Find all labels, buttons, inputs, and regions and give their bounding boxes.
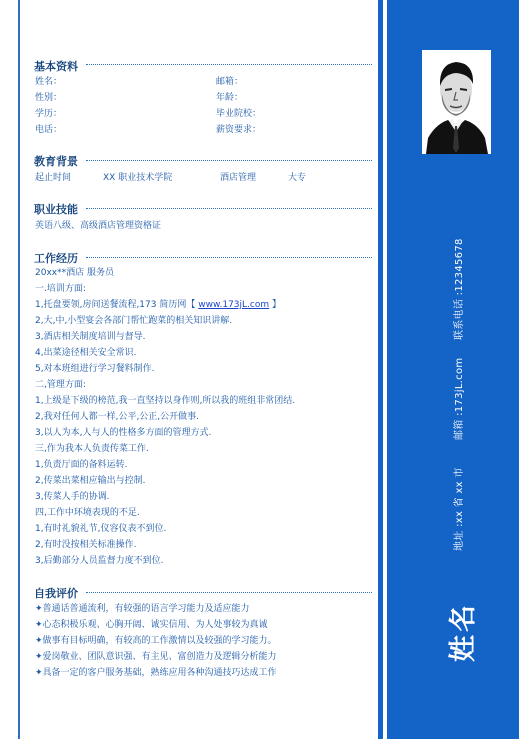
work-line: 3,以人为本,人与人的性格多方面的管理方式. — [35, 428, 212, 438]
education-major: 酒店管理 — [220, 173, 257, 183]
work-line: 3,后勤部分人员监督力度不到位. — [35, 556, 164, 566]
phone-label: 电话： — [35, 125, 63, 135]
sidebar-accent-stripe — [378, 0, 383, 739]
left-rule — [18, 0, 20, 739]
salary-label: 薪资要求： — [216, 125, 262, 135]
email-label: 邮箱： — [216, 77, 244, 87]
skills-text: 英语八级、高级酒店管理资格证 — [35, 221, 162, 231]
sidebar-email: 邮箱 :173jL.com — [454, 357, 465, 440]
website-link[interactable]: www.173jL.com — [198, 300, 270, 310]
work-line: 二,管理方面: — [35, 380, 86, 390]
work-line: 2,我对任何人都一样,公平,公正,公开做事. — [35, 412, 200, 422]
sidebar-name: 姓名 — [448, 602, 479, 662]
self-line: ✦做事有目标明确，有较高的工作激情以及较强的学习能力。 — [35, 636, 277, 646]
name-label: 姓名： — [35, 77, 63, 87]
education-degree: 大专 — [288, 173, 307, 183]
profile-photo — [422, 50, 491, 154]
section-basic-title: 基本资料 — [34, 60, 78, 73]
portrait-silhouette-icon — [422, 50, 491, 154]
section-basic-divider — [86, 64, 372, 65]
work-line: 3,酒店相关制度培训与督导. — [35, 332, 146, 342]
work-line: 2,大,中,小型宴会各部门帮忙跑菜的相关知识讲解. — [35, 316, 233, 326]
work-line: 1,托盘要领,房间送餐流程,173 简历网【 — [35, 300, 196, 310]
work-line-with-link — [35, 299, 281, 311]
section-education-title: 教育背景 — [34, 155, 78, 168]
education-label: 学历： — [35, 109, 63, 119]
education-time: 起止时间 — [35, 173, 72, 183]
section-work-title: 工作经历 — [34, 252, 78, 265]
self-line: ✦普通话普通流利，有较强的语言学习能力及适应能力 — [35, 604, 250, 614]
self-line: ✦心态积极乐观、心胸开阔、诚实信用、为人处事较为真诚 — [35, 620, 268, 630]
section-skills-divider — [86, 208, 372, 209]
self-line: ✦具备一定的客户服务基础，熟练应用各种沟通技巧达成工作 — [35, 668, 277, 678]
work-line: 2,有时没按相关标准操作. — [35, 540, 137, 550]
age-label: 年龄： — [216, 93, 244, 103]
work-line: 20xx**酒店 服务员 — [35, 268, 114, 278]
school-label: 毕业院校： — [216, 109, 262, 119]
work-line: 1,上级是下级的榜范,我一直坚持以身作则,所以我的班组非常团结. — [35, 396, 296, 406]
work-line: 1,有时礼貌礼节,仪容仪表不到位. — [35, 524, 167, 534]
section-work-divider — [86, 257, 372, 258]
gender-label: 性别： — [35, 93, 63, 103]
work-line: 四,工作中环境表现的不足. — [35, 508, 140, 518]
education-school: XX 职业技术学院 — [103, 173, 173, 183]
work-line: 一.培训方面: — [35, 284, 86, 294]
section-self-title: 自我评价 — [34, 587, 78, 600]
work-line: 5,对本班组进行学习餐料制作. — [35, 364, 155, 374]
self-line: ✦爱岗敬业、团队意识强、有主见、富创造力及逻辑分析能力 — [35, 652, 277, 662]
work-line: 1,负责厅面的备料运转. — [35, 460, 128, 470]
sidebar-address: 地址 :xx 省 xx 市 — [454, 467, 465, 551]
work-line: 三,作为我本人负责传菜工作. — [35, 444, 149, 454]
work-line: 4,出菜途径相关安全常识. — [35, 348, 137, 358]
section-skills-title: 职业技能 — [34, 203, 78, 216]
sidebar-phone: 联系电话 :12345678 — [454, 238, 465, 340]
work-line: 3,传菜人手的协调. — [35, 492, 110, 502]
work-link-bracket: 】 — [272, 300, 282, 310]
section-self-divider — [86, 592, 372, 593]
section-education-divider — [86, 160, 372, 161]
work-line: 2,传菜出菜相应输出与控制. — [35, 476, 146, 486]
